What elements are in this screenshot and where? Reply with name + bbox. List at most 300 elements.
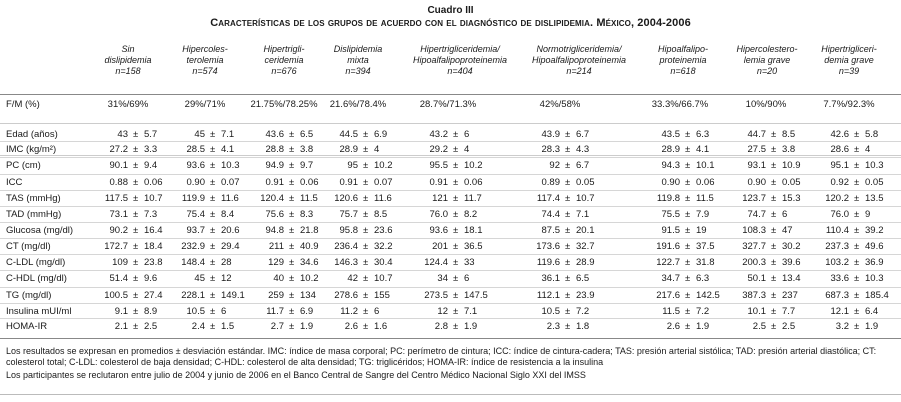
row-label: C-HDL (mg/dl)	[6, 273, 67, 284]
plus-minus-sign: ±	[210, 209, 216, 220]
cell-mean: 44.5	[339, 129, 358, 140]
cell-sd: 6	[782, 209, 788, 220]
row-label: Glucosa (mg/dl)	[6, 225, 74, 236]
plus-minus-sign: ±	[565, 160, 571, 171]
plus-minus-sign: ±	[210, 273, 216, 284]
cell-sd: 30.4	[374, 257, 393, 268]
cell-mean: 0.92	[830, 177, 849, 188]
cell-sd: 1.5	[221, 321, 235, 332]
cell-mean: 11.2	[340, 306, 358, 317]
plus-minus-sign: ±	[565, 241, 571, 252]
plus-minus-sign: ±	[210, 160, 216, 171]
plus-minus-sign: ±	[453, 193, 459, 204]
plus-minus-sign: ±	[289, 290, 295, 301]
cell-mean: 43.6	[265, 129, 284, 140]
cell-sd: 10.7	[576, 193, 595, 204]
plus-minus-sign: ±	[133, 144, 139, 155]
cell-mean: 211	[268, 241, 284, 252]
cell-mean: 11.5	[662, 306, 680, 317]
cell-mean: 28.3	[541, 144, 560, 155]
plus-minus-sign: ±	[771, 257, 777, 268]
plus-minus-sign: ±	[771, 225, 777, 236]
plus-minus-sign: ±	[854, 321, 860, 332]
table-title: Características de los grupos de acuerdo con el diagnóstico de dislipidemia. México, 2004-2006	[210, 17, 691, 29]
plus-minus-sign: ±	[565, 273, 571, 284]
plus-minus-sign: ±	[453, 321, 459, 332]
cell-mean: 93.6	[429, 225, 448, 236]
cell-sd: 6.4	[865, 306, 879, 317]
cell-sd: 27.4	[144, 290, 163, 301]
cell-mean: 43.9	[541, 129, 560, 140]
column-name: Hipercoles- terolemia	[182, 44, 228, 65]
row-rule	[0, 238, 901, 239]
column-name: Hipercolestero- lemia grave	[736, 44, 798, 65]
cell-mean: 387.3	[742, 290, 766, 301]
plus-minus-sign: ±	[565, 129, 571, 140]
column-header	[165, 44, 245, 77]
cell-value: 31%/69%	[107, 99, 149, 110]
plus-minus-sign: ±	[210, 129, 216, 140]
cell-sd: 0.07	[374, 177, 393, 188]
cell-sd: 7.7	[782, 306, 796, 317]
row-label: C-LDL (mg/dl)	[6, 257, 66, 268]
cell-mean: 108.3	[742, 225, 766, 236]
cell-sd: 11.7	[464, 193, 482, 204]
cell-mean: 10.5	[541, 306, 560, 317]
cell-mean: 28.9	[339, 144, 358, 155]
column-n: n=676	[271, 66, 297, 76]
column-header	[88, 44, 168, 77]
cell-mean: 43.5	[661, 129, 680, 140]
cell-sd: 6	[464, 129, 470, 140]
cell-value: 10%/90%	[745, 99, 787, 110]
cell-sd: 6.5	[576, 273, 590, 284]
column-n: n=214	[566, 66, 592, 76]
row-rule	[0, 190, 901, 191]
cell-sd: 0.06	[144, 177, 163, 188]
cell-mean: 29.2	[429, 144, 448, 155]
plus-minus-sign: ±	[771, 193, 777, 204]
plus-minus-sign: ±	[453, 257, 459, 268]
cell-mean: 687.3	[825, 290, 849, 301]
cell-sd: 1.6	[374, 321, 388, 332]
row-rule	[0, 287, 901, 288]
row-rule	[0, 222, 901, 223]
cell-sd: 9.6	[144, 273, 158, 284]
row-label: TAS (mmHg)	[6, 193, 61, 204]
plus-minus-sign: ±	[210, 241, 216, 252]
cell-mean: 0.91	[265, 177, 284, 188]
cell-sd: 8.5	[374, 209, 388, 220]
plus-minus-sign: ±	[565, 225, 571, 236]
cell-sd: 10.1	[696, 160, 715, 171]
cell-sd: 10.7	[144, 193, 163, 204]
plus-minus-sign: ±	[133, 290, 139, 301]
cell-mean: 74.4	[541, 209, 560, 220]
cell-mean: 45	[194, 129, 205, 140]
cell-mean: 217.6	[656, 290, 680, 301]
cell-mean: 93.1	[747, 160, 766, 171]
cell-mean: 95	[347, 160, 358, 171]
plus-minus-sign: ±	[453, 241, 459, 252]
cell-sd: 40.9	[300, 241, 319, 252]
cell-mean: 103.2	[825, 257, 849, 268]
cell-sd: 32.7	[576, 241, 595, 252]
cell-sd: 149.1	[221, 290, 245, 301]
plus-minus-sign: ±	[363, 257, 369, 268]
cell-mean: 2.4	[191, 321, 205, 332]
cell-mean: 122.7	[656, 257, 680, 268]
plus-minus-sign: ±	[363, 225, 369, 236]
plus-minus-sign: ±	[771, 306, 777, 317]
cell-sd: 155	[374, 290, 390, 301]
plus-minus-sign: ±	[685, 129, 691, 140]
cell-mean: 95.8	[339, 225, 358, 236]
cell-sd: 7.1	[464, 306, 478, 317]
cell-sd: 8.5	[782, 129, 796, 140]
row-rule	[0, 270, 901, 271]
cell-mean: 232.9	[181, 241, 205, 252]
plus-minus-sign: ±	[289, 144, 295, 155]
plus-minus-sign: ±	[685, 321, 691, 332]
plus-minus-sign: ±	[771, 129, 777, 140]
cell-mean: 92	[549, 160, 560, 171]
row-rule	[0, 206, 901, 207]
plus-minus-sign: ±	[289, 306, 295, 317]
plus-minus-sign: ±	[565, 209, 571, 220]
plus-minus-sign: ±	[854, 209, 860, 220]
cell-sd: 6.9	[374, 129, 388, 140]
column-header	[509, 44, 649, 77]
cell-mean: 129	[268, 257, 284, 268]
plus-minus-sign: ±	[854, 290, 860, 301]
row-rule	[0, 318, 901, 319]
column-n: n=404	[447, 66, 473, 76]
cell-sd: 4.1	[696, 144, 710, 155]
cell-sd: 5.8	[865, 129, 879, 140]
plus-minus-sign: ±	[854, 129, 860, 140]
plus-minus-sign: ±	[289, 129, 295, 140]
plus-minus-sign: ±	[289, 241, 295, 252]
cell-mean: 12	[437, 306, 448, 317]
plus-minus-sign: ±	[685, 241, 691, 252]
plus-minus-sign: ±	[453, 129, 459, 140]
plus-minus-sign: ±	[771, 177, 777, 188]
cell-mean: 28.5	[186, 144, 205, 155]
plus-minus-sign: ±	[771, 321, 777, 332]
cell-mean: 191.6	[656, 241, 680, 252]
cell-sd: 4.3	[576, 144, 590, 155]
cell-mean: 112.1	[536, 290, 560, 301]
cell-sd: 30.2	[782, 241, 801, 252]
cell-sd: 6.9	[300, 306, 314, 317]
cell-mean: 93.6	[186, 160, 205, 171]
cell-sd: 11.5	[696, 193, 714, 204]
cell-sd: 23.6	[374, 225, 393, 236]
plus-minus-sign: ±	[771, 273, 777, 284]
cell-sd: 10.7	[374, 273, 393, 284]
plus-minus-sign: ±	[133, 225, 139, 236]
cell-mean: 228.1	[181, 290, 205, 301]
cell-sd: 47	[782, 225, 793, 236]
cell-sd: 6	[464, 273, 470, 284]
cell-sd: 1.8	[576, 321, 590, 332]
row-label: ICC	[6, 177, 23, 188]
plus-minus-sign: ±	[685, 257, 691, 268]
cell-sd: 7.3	[144, 209, 158, 220]
cell-sd: 134	[300, 290, 316, 301]
cell-value: 28.7%/71.3%	[419, 99, 477, 110]
plus-minus-sign: ±	[565, 306, 571, 317]
cell-sd: 185.4	[865, 290, 889, 301]
cell-mean: 201	[432, 241, 448, 252]
plus-minus-sign: ±	[771, 290, 777, 301]
plus-minus-sign: ±	[363, 177, 369, 188]
cell-sd: 1.9	[464, 321, 478, 332]
plus-minus-sign: ±	[685, 225, 691, 236]
row-rule	[0, 303, 901, 304]
plus-minus-sign: ±	[453, 144, 459, 155]
cell-value: 21.6%/78.4%	[329, 99, 387, 110]
cell-mean: 2.7	[270, 321, 284, 332]
column-name: Hipertrigliceridemia/ Hipoalfalipoproteinemia	[412, 44, 508, 65]
plus-minus-sign: ±	[133, 209, 139, 220]
column-name: Hipertrigli- ceridemia	[263, 44, 305, 65]
plus-minus-sign: ±	[363, 241, 369, 252]
cell-mean: 172.7	[104, 241, 128, 252]
plus-minus-sign: ±	[133, 257, 139, 268]
footnote-abbreviations: Los resultados se expresan en promedios ± desviación estándar. IMC: índice de masa corporal; PC: perímetro de cintura; ICC: índice de cintura-cadera; TAS: presión arterial sistólica; TAD: presión arterial diastólica; CT: colesterol total; C-LDL: colesterol de baja densidad; C-HDL: colesterol de alta densidad; TG: triglicéridos; HOMA-IR: índice de resistencia a la insulina	[6, 346, 877, 367]
column-name: Normotrigliceridemia/ Hipoalfalipoproteinemia	[531, 44, 627, 65]
cell-mean: 2.3	[546, 321, 560, 332]
row-label: PC (cm)	[6, 160, 41, 171]
cell-sd: 9.4	[144, 160, 158, 171]
cell-sd: 20.1	[576, 225, 595, 236]
cell-sd: 7.2	[576, 306, 590, 317]
cell-mean: 11.7	[266, 306, 284, 317]
cell-mean: 2.1	[114, 321, 128, 332]
plus-minus-sign: ±	[363, 129, 369, 140]
plus-minus-sign: ±	[289, 273, 295, 284]
cell-sd: 2.5	[782, 321, 796, 332]
cell-sd: 1.9	[865, 321, 879, 332]
cell-mean: 123.7	[742, 193, 766, 204]
row-rule	[0, 141, 901, 142]
cell-mean: 173.6	[536, 241, 560, 252]
cell-sd: 49.6	[865, 241, 884, 252]
cell-sd: 6	[374, 306, 380, 317]
plus-minus-sign: ±	[685, 160, 691, 171]
table-bottom-rule	[0, 338, 901, 339]
plus-minus-sign: ±	[854, 177, 860, 188]
cell-mean: 93.7	[186, 225, 205, 236]
cell-sd: 16.4	[144, 225, 163, 236]
cell-sd: 37.5	[696, 241, 715, 252]
plus-minus-sign: ±	[685, 177, 691, 188]
cell-mean: 34.7	[661, 273, 680, 284]
cell-sd: 4.1	[221, 144, 235, 155]
cell-mean: 0.91	[429, 177, 448, 188]
cell-sd: 6.3	[696, 273, 710, 284]
plus-minus-sign: ±	[363, 273, 369, 284]
plus-minus-sign: ±	[854, 306, 860, 317]
cell-sd: 39.6	[782, 257, 801, 268]
cell-sd: 10.9	[782, 160, 801, 171]
cell-sd: 28.9	[576, 257, 595, 268]
plus-minus-sign: ±	[289, 225, 295, 236]
column-header	[804, 44, 894, 77]
cell-mean: 200.3	[742, 257, 766, 268]
cell-sd: 3.8	[300, 144, 314, 155]
cell-sd: 2.5	[144, 321, 158, 332]
cell-sd: 7.1	[576, 209, 590, 220]
cell-mean: 74.7	[747, 209, 766, 220]
cell-sd: 18.4	[144, 241, 163, 252]
row-rule	[0, 254, 901, 255]
row-label: IMC (kg/m²)	[6, 144, 57, 155]
plus-minus-sign: ±	[453, 160, 459, 171]
cell-mean: 121	[432, 193, 448, 204]
cell-value: 33.3%/66.7%	[651, 99, 709, 110]
cell-sd: 6.5	[300, 129, 314, 140]
table-label: Cuadro III	[427, 5, 474, 16]
column-n: n=394	[345, 66, 371, 76]
cell-sd: 18.1	[464, 225, 483, 236]
cell-mean: 0.90	[661, 177, 680, 188]
plus-minus-sign: ±	[854, 273, 860, 284]
plus-minus-sign: ±	[363, 193, 369, 204]
cell-sd: 21.8	[300, 225, 319, 236]
cell-mean: 0.89	[541, 177, 560, 188]
plus-minus-sign: ±	[133, 193, 139, 204]
cell-sd: 39.2	[865, 225, 884, 236]
plus-minus-sign: ±	[685, 306, 691, 317]
plus-minus-sign: ±	[854, 241, 860, 252]
cell-sd: 12	[221, 273, 232, 284]
column-header	[638, 44, 728, 77]
plus-minus-sign: ±	[854, 225, 860, 236]
cell-mean: 109	[112, 257, 128, 268]
cell-sd: 36.9	[865, 257, 884, 268]
plus-minus-sign: ±	[210, 257, 216, 268]
cell-value: 29%/71%	[184, 99, 226, 110]
cell-mean: 94.3	[661, 160, 680, 171]
row-label: CT (mg/dl)	[6, 241, 51, 252]
column-name: Sin dislipidemia	[104, 44, 152, 65]
row-label: TG (mg/dl)	[6, 290, 52, 301]
cell-mean: 43	[117, 129, 128, 140]
plus-minus-sign: ±	[453, 290, 459, 301]
cell-mean: 0.91	[339, 177, 358, 188]
cell-sd: 13.4	[782, 273, 801, 284]
plus-minus-sign: ±	[133, 129, 139, 140]
cell-mean: 51.4	[109, 273, 128, 284]
cell-sd: 237	[782, 290, 798, 301]
row-rule	[0, 157, 901, 158]
cell-mean: 0.88	[109, 177, 128, 188]
row-label: Insulina mUI/ml	[6, 306, 72, 317]
row-label: HOMA-IR	[6, 321, 48, 332]
cell-sd: 142.5	[696, 290, 720, 301]
cell-sd: 3.3	[144, 144, 158, 155]
cell-mean: 91.5	[661, 225, 680, 236]
cell-mean: 3.2	[835, 321, 849, 332]
plus-minus-sign: ±	[289, 209, 295, 220]
cell-mean: 28.9	[661, 144, 680, 155]
plus-minus-sign: ±	[453, 273, 459, 284]
cell-value: 42%/58%	[539, 99, 581, 110]
cell-mean: 36.1	[541, 273, 560, 284]
cell-sd: 8.2	[464, 209, 478, 220]
cell-sd: 9.7	[300, 160, 314, 171]
cell-mean: 50.1	[747, 273, 766, 284]
cell-mean: 87.5	[541, 225, 560, 236]
cell-mean: 34	[437, 273, 448, 284]
column-header	[722, 44, 812, 77]
cell-mean: 0.90	[186, 177, 205, 188]
cell-sd: 4	[464, 144, 470, 155]
plus-minus-sign: ±	[854, 144, 860, 155]
plus-minus-sign: ±	[210, 290, 216, 301]
plus-minus-sign: ±	[289, 160, 295, 171]
plus-minus-sign: ±	[685, 193, 691, 204]
plus-minus-sign: ±	[771, 160, 777, 171]
plus-minus-sign: ±	[565, 177, 571, 188]
header-rule	[0, 94, 901, 95]
cell-mean: 45	[194, 273, 205, 284]
cell-mean: 73.1	[109, 209, 128, 220]
cell-mean: 117.5	[104, 193, 128, 204]
cell-sd: 8.3	[300, 209, 314, 220]
plus-minus-sign: ±	[133, 306, 139, 317]
cell-sd: 0.05	[782, 177, 801, 188]
row-label: TAD (mmHg)	[6, 209, 62, 220]
cell-mean: 278.6	[334, 290, 358, 301]
cell-mean: 148.4	[181, 257, 205, 268]
cell-sd: 6.7	[576, 160, 590, 171]
plus-minus-sign: ±	[771, 209, 777, 220]
cell-mean: 117.4	[536, 193, 560, 204]
cell-sd: 147.5	[464, 290, 488, 301]
plus-minus-sign: ±	[685, 209, 691, 220]
plus-minus-sign: ±	[685, 273, 691, 284]
plus-minus-sign: ±	[565, 290, 571, 301]
cell-sd: 11.5	[300, 193, 318, 204]
plus-minus-sign: ±	[565, 144, 571, 155]
cell-mean: 28.6	[830, 144, 849, 155]
plus-minus-sign: ±	[363, 321, 369, 332]
cell-sd: 3.8	[782, 144, 796, 155]
cell-sd: 0.06	[696, 177, 715, 188]
cell-sd: 0.06	[300, 177, 319, 188]
cell-mean: 42	[347, 273, 358, 284]
cell-sd: 10.3	[865, 160, 884, 171]
cell-sd: 11.6	[374, 193, 392, 204]
column-name: Hipoalfalipo- proteinemia	[657, 44, 709, 65]
plus-minus-sign: ±	[133, 160, 139, 171]
cell-mean: 2.5	[752, 321, 766, 332]
cell-sd: 11.6	[221, 193, 239, 204]
plus-minus-sign: ±	[133, 177, 139, 188]
row-rule	[0, 174, 901, 175]
plus-minus-sign: ±	[565, 321, 571, 332]
cell-mean: 2.8	[434, 321, 448, 332]
plus-minus-sign: ±	[289, 257, 295, 268]
cell-sd: 6.3	[696, 129, 710, 140]
cell-sd: 5.7	[144, 129, 158, 140]
cell-sd: 20.6	[221, 225, 240, 236]
plus-minus-sign: ±	[133, 321, 139, 332]
